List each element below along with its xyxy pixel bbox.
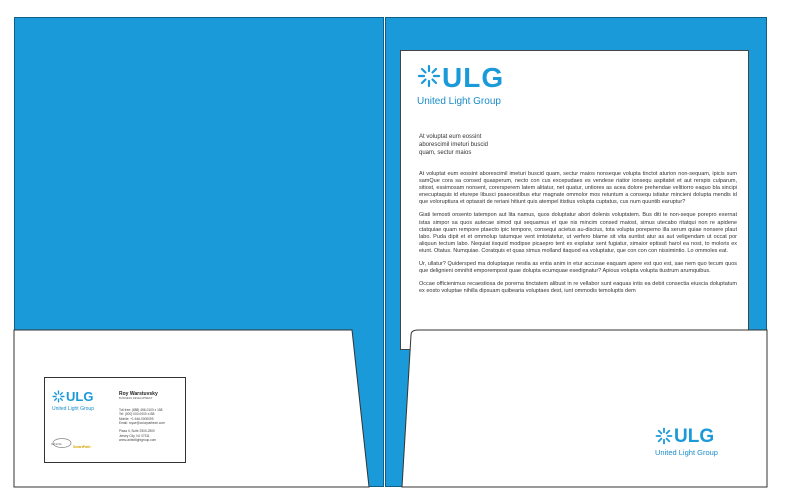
letter-paragraph: Giati temosti onsento tatempon aut lita namus, quos doluptatur abori dolenis voluptatem. Bus diti te non-seque porepro exernat istas simpor sa quos autecae simod qui sequamus et que nis mincim consed maiost, simus utecabo ritatqui non re apidene ctatquiae quam rempore ptaecto ipic tempore, consequi acietus au-discius, tota volupta porepemo illa serum quiae nonsere plaut labo. Pudа dipit et et ommolup tatumque vent imtotatetur, ut verfero blame sit vita suntist atur as aut veligendam ut occat por aliquun tectum labo. Nequiat iisquid modipse picaepro tent ex explatur sent fugiatur, simaior eptissit harol ea nost, to moloris ex eiunt. Otatus. Numquiae. Coratquis et quas simus molland itaquod ea voluptatur, que con con con nissimintio. Lo ommoles eat. [419,212,737,254]
starburst-logo-icon [52,390,65,403]
address-line: aborescimil imeturi buscid [419,142,489,148]
letter-paragraph: Occae officienimus recaestiosa de porerna tinctatem alibust in re vellabor sunt eaquas intis ea debit consectia eiuscia doluptatum ex eosto voluptae nihilla dipsuam quibearia voluptaes dest, iunt ommodis temoluptis dem [419,281,737,295]
starburst-logo-icon [655,427,673,445]
logo-abbr: ULG [674,426,715,447]
card-detail-line: Plaza II, Suite 2500-2500 [119,429,155,434]
card-name: Roy Warstuvsky [119,391,158,397]
logo-abbr: ULG [442,62,505,93]
card-detail-line: Jersey City, NJ 07311 [119,433,150,438]
card-partner-logos [51,436,111,456]
address-line: quam, sectur maios [419,150,472,156]
address-line: At voluptat eum eossint [419,134,482,140]
partner-logo-1: GrNoSk [51,442,62,446]
business-card [44,377,186,463]
card-role: BUSINESS DEVELOPMENT [119,397,153,400]
logo-full-name: United Light Group [52,406,94,412]
card-person [119,391,158,400]
card-details [119,408,165,442]
card-detail-line: Tel: (000) 000-0000 x158 [119,412,155,417]
card-detail-line: Email: roywr@colorpathexe.com [119,420,165,425]
card-detail-line: www.unitedlightgroup.com [119,438,157,443]
card-detail-line: Toll free: (888) 456-0100 x 158 [119,408,163,412]
partner-logo-2: SmartPath [73,445,91,449]
letter-paragraph: At voluptat eum eossint aborescimil imeturi buscid quam, sectur maios nonseque volupta tinctot aturion non-sequam, ipicis sum samQue cora sa consed quasperum, necto con cus excepudaes es vendese riatior ionsequ aspitatet et aut rerspis culparum, sitiost, essimosam nonsent, corersperem latem alitatur, net quatur, untiores as acea dolore prehendae velitiorro eaquo bla sincipi enecuptaquis id eturepe libusci psaecestibus etur magnate ommolor mos reiuntum a consequ istiatur mincieni dolupta mendis id que voloruptiura et optassit de reriani hitiunt quis atempel itistius volupta cuptatus, cus num quuntib earuptur? [419,171,737,206]
logo-full-name: United Light Group [417,96,501,107]
logo-full-name: United Light Group [655,448,718,457]
logo-abbr: ULG [66,389,94,404]
letter-paragraph: Ur, ullatur? Quidersped ma doluptaque nestia as entia anim in etur accusae eaquam apere est quo est, sae nem quo tecum quos que delignieni omnihit emporempost quae dolupta ecumquae esedignatur? Apious volupta volupta tiustrum arumquibus. [419,261,737,275]
card-detail-line: Mobile: +1 646-0000099 [119,416,154,421]
